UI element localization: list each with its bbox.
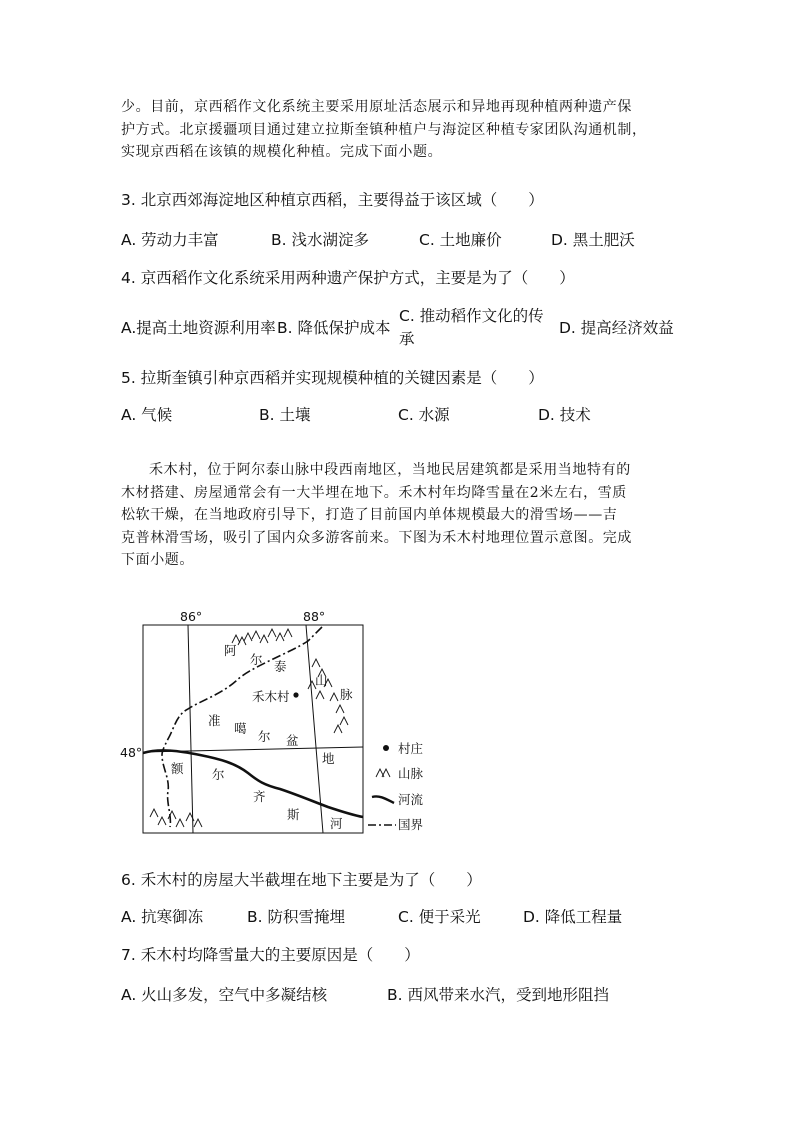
option-b[interactable]: B. 土壤 (259, 406, 311, 424)
village-label: 禾木村 (252, 689, 290, 704)
text-line: 木材搭建、房屋通常会有一大半埋在地下。禾木村年均降雪量在2米左右，雪质 (121, 484, 627, 501)
legend-village-symbol (383, 745, 389, 751)
option-a[interactable]: A. 劳动力丰富 (121, 231, 219, 249)
label-er3: 尔 (212, 767, 225, 782)
label-di: 地 (322, 751, 335, 766)
option-b[interactable]: B. 浅水湖淀多 (271, 231, 369, 249)
option-d[interactable]: D. 提高经济效益 (559, 319, 674, 337)
label-shan: 山 (315, 673, 328, 688)
legend-border-label: 国界 (398, 817, 424, 832)
label-si: 斯 (287, 807, 300, 822)
hemu-village-location-map (120, 605, 460, 837)
text-line: 松软干燥，在当地政府引导下，打造了目前国内单体规模最大的滑雪场——吉 (121, 507, 618, 523)
meridian-86 (188, 625, 193, 833)
question-5-stem: 5. 拉斯奎镇引种京西稻并实现规模种植的关键因素是（ ） (121, 369, 544, 387)
legend-mountain-symbol (376, 769, 390, 777)
lon-86-label: 86° (180, 609, 203, 624)
text-line: 禾木村，位于阿尔泰山脉中段西南地区，当地民居建筑都是采用当地特有的 (149, 462, 631, 478)
lon-88-label: 88° (303, 609, 326, 624)
label-a: 阿 (224, 643, 237, 658)
legend-mountain-label: 山脉 (398, 766, 424, 781)
text-line: 少。目前，京西稻作文化系统主要采用原址活态展示和异地再现种植两种遗产保 (121, 99, 632, 115)
option-b[interactable]: B. 降低保护成本 (277, 319, 391, 337)
option-d[interactable]: D. 技术 (538, 406, 591, 424)
label-er2: 尔 (258, 729, 271, 744)
label-pen: 盆 (286, 733, 299, 748)
text-line: 护方式。北京援疆项目通过建立拉斯奎镇种植户与海淀区种植专家团队沟通机制， (121, 121, 647, 138)
label-ge: 噶 (234, 721, 247, 736)
label-er: 尔 (250, 652, 263, 667)
option-a[interactable]: A.提高土地资源利用率 (121, 319, 276, 337)
question-7-stem: 7. 禾木村均降雪量大的主要原因是（ ） (121, 946, 420, 964)
hemu-village-dot (293, 692, 298, 697)
question-6-stem: 6. 禾木村的房屋大半截埋在地下主要是为了（ ） (121, 871, 482, 889)
option-c[interactable]: C. 水源 (398, 406, 450, 424)
question-5-options (121, 403, 721, 427)
text-line: 下面小题。 (121, 552, 194, 568)
legend-river-symbol (372, 796, 394, 803)
option-b[interactable]: B. 防积雪掩埋 (247, 908, 345, 926)
intro-paragraph-1 (121, 96, 676, 164)
label-e: 额 (171, 761, 184, 776)
mountain-symbols (150, 629, 348, 827)
question-4-stem: 4. 京西稻作文化系统采用两种遗产保护方式，主要是为了（ ） (121, 269, 575, 287)
question-6-options (121, 905, 721, 929)
label-mai: 脉 (340, 687, 353, 702)
legend-village-label: 村庄 (398, 741, 424, 756)
option-b[interactable]: B. 西风带来水汽，受到地形阻挡 (387, 986, 609, 1004)
option-c-continuation: 承 (399, 330, 415, 348)
legend-river-label: 河流 (398, 792, 424, 807)
option-a[interactable]: A. 抗寒御冻 (121, 908, 204, 926)
option-d[interactable]: D. 黑土肥沃 (551, 231, 635, 249)
map-legend (368, 741, 424, 832)
question-7-options (121, 983, 721, 1007)
map-svg (120, 605, 460, 837)
question-3-stem: 3. 北京西郊海淀地区种植京西稻，主要得益于该区域（ ） (121, 191, 544, 209)
intro-paragraph-2 (121, 459, 676, 572)
label-tai: 泰 (274, 659, 287, 674)
label-qi: 齐 (253, 789, 266, 804)
text-line: 实现京西稻在该镇的规模化种植。完成下面小题。 (121, 144, 443, 160)
option-a[interactable]: A. 火山多发，空气中多凝结核 (121, 986, 328, 1004)
text-line: 克普林滑雪场，吸引了国内众多游客前来。下图为禾木村地理位置示意图。完成 (121, 529, 632, 546)
label-he: 河 (330, 816, 343, 831)
option-d[interactable]: D. 降低工程量 (523, 908, 623, 926)
question-4-options (121, 304, 721, 348)
label-zhun: 准 (208, 713, 221, 728)
question-3-options (121, 228, 721, 252)
option-c[interactable]: C. 土地廉价 (419, 231, 502, 249)
option-c[interactable]: C. 便于采光 (398, 908, 481, 926)
lat-48-label: 48° (120, 745, 143, 760)
option-a[interactable]: A. 气候 (121, 406, 173, 424)
option-c[interactable]: C. 推动稻作文化的传 (399, 307, 544, 325)
